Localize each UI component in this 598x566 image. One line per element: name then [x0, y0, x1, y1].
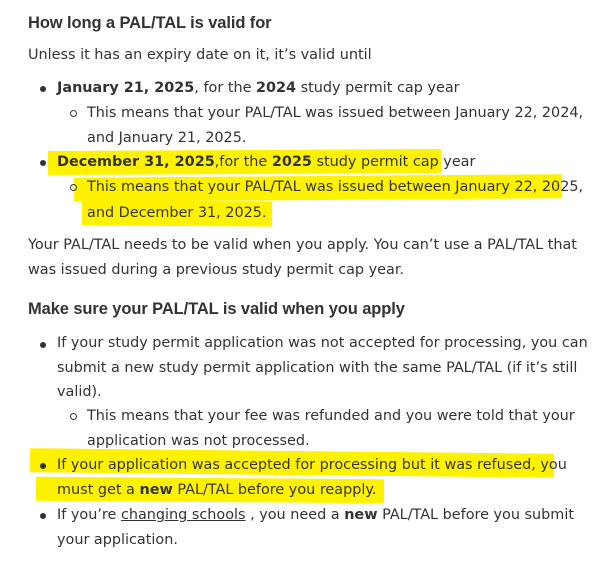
list-item-line [57, 503, 574, 528]
changing-schools-link[interactable]: changing schools [120, 507, 246, 523]
sub-list-item-line: This means that your fee was refunded and you were told that your [87, 408, 575, 424]
list-item-line [57, 478, 376, 503]
emphasis-new: new [139, 482, 173, 498]
bullet-circle [70, 413, 77, 420]
bullet-dot [40, 86, 46, 92]
emphasis-new: new [344, 507, 378, 523]
section-heading-make-sure: Make sure your PAL/TAL is valid when you apply [28, 300, 405, 318]
date-text: January 21, 2025 [57, 80, 195, 96]
bullet-dot [40, 513, 46, 519]
item-text: study permit cap year [296, 80, 460, 96]
item-text: PAL/TAL before you submit [377, 507, 574, 523]
bullet-circle [70, 184, 77, 191]
list-item [57, 76, 460, 101]
sub-list-item-line: and December 31, 2025. [87, 205, 267, 221]
sub-list-item-line: This means that your PAL/TAL was issued between January 22, 2025, [87, 179, 584, 195]
date-text: December 31, 2025 [57, 154, 215, 170]
note-text-line: was issued during a previous study permit cap year. [28, 262, 404, 278]
list-item-line: your application. [57, 532, 178, 548]
intro-text: Unless it has an expiry date on it, it’s valid until [28, 47, 372, 63]
list-item-line: valid). [57, 384, 102, 400]
item-text: If you’re [57, 507, 121, 523]
item-text: , you need a [245, 507, 345, 523]
bullet-dot [40, 342, 46, 348]
item-text: PAL/TAL before you reapply. [172, 482, 377, 498]
year-text: 2025 [271, 154, 312, 170]
sub-list-item-line: application was not processed. [87, 433, 310, 449]
list-item-line: If your application was accepted for processing but it was refused, you [57, 457, 567, 473]
bullet-circle [70, 110, 77, 117]
bullet-dot [40, 160, 46, 166]
section-heading-validity: How long a PAL/TAL is valid for [28, 14, 272, 32]
year-text: 2024 [256, 80, 297, 96]
sub-list-item-line: and January 21, 2025. [87, 130, 247, 146]
note-text-line: Your PAL/TAL needs to be valid when you apply. You can’t use a PAL/TAL that [28, 237, 577, 253]
bullet-dot [40, 463, 46, 469]
item-text: , for the [194, 80, 257, 96]
list-item-line: If your study permit application was not accepted for processing, you can [57, 335, 588, 351]
item-text: ,for the [214, 154, 272, 170]
sub-list-item-line: This means that your PAL/TAL was issued between January 22, 2024, [87, 105, 584, 121]
item-text: must get a [57, 482, 140, 498]
list-item [57, 150, 475, 175]
item-text: study permit cap year [311, 154, 476, 170]
list-item-line: submit a new study permit application with the same PAL/TAL (if it’s still [57, 360, 578, 376]
